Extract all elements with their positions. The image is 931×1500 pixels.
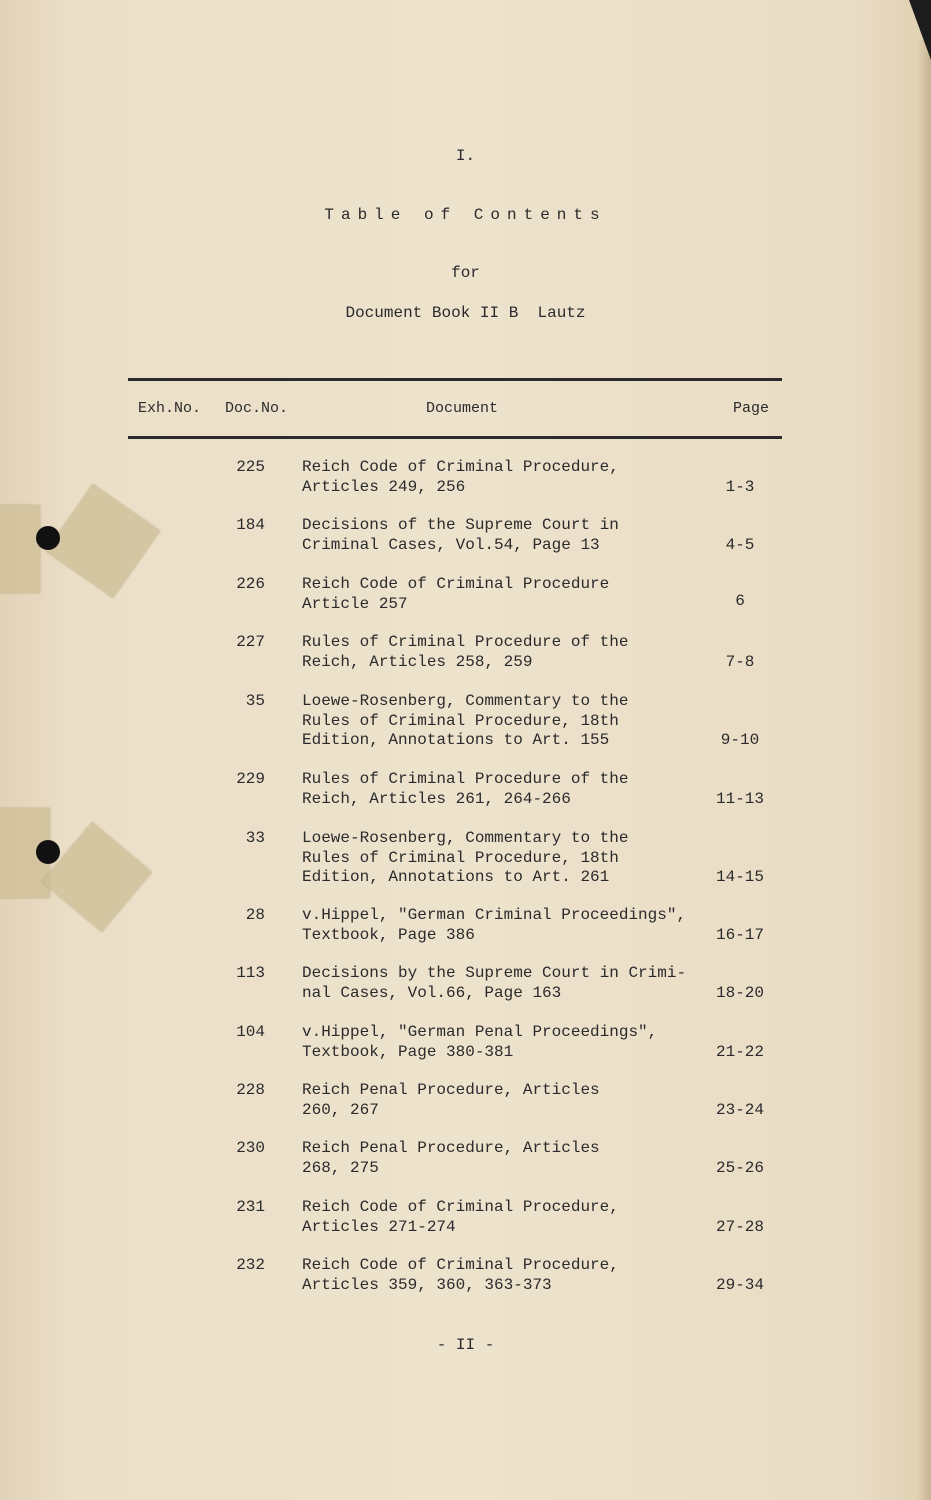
document-title: Reich Code of Criminal Procedure Article 257 <box>302 575 610 613</box>
paper-edge-shadow <box>917 40 931 1500</box>
doc-number: 113 <box>236 964 265 982</box>
punch-hole-bottom <box>36 840 60 864</box>
roman-numeral: I. <box>455 147 476 165</box>
doc-number: 231 <box>236 1198 265 1216</box>
document-title: Decisions by the Supreme Court in Crimi- nal Cases, Vol.66, Page 163 <box>302 964 687 1002</box>
document-title: v.Hippel, "German Criminal Proceedings", Textbook, Page 386 <box>302 906 687 944</box>
page-range: 7-8 <box>725 652 755 671</box>
page-range: 23-24 <box>715 1100 764 1119</box>
column-header-page: Page <box>733 400 770 417</box>
table-top-rule <box>128 378 782 381</box>
doc-number: 184 <box>236 516 265 534</box>
page-footer-number: - II - <box>436 1336 495 1354</box>
page-range: 27-28 <box>715 1217 764 1236</box>
page-range: 6 <box>735 592 745 610</box>
document-title: Reich Code of Criminal Procedure, Articles 271-274 <box>302 1198 619 1236</box>
doc-number: 227 <box>236 633 265 651</box>
document-title: Decisions of the Supreme Court in Criminal Cases, Vol.54, Page 13 <box>302 516 619 554</box>
page-range: 4-5 <box>725 535 755 554</box>
doc-number: 228 <box>236 1081 265 1099</box>
column-header-document: Document <box>426 400 499 417</box>
doc-number: 230 <box>236 1139 265 1157</box>
document-title: Loewe-Rosenberg, Commentary to the Rules of Criminal Procedure, 18th Edition, Annotations to Art. 261 <box>302 829 629 886</box>
document-book-subtitle: Document Book II B Lautz <box>345 304 586 322</box>
page-range: 14-15 <box>715 868 764 886</box>
table-header-rule <box>128 436 782 439</box>
page-range: 1-3 <box>725 477 755 496</box>
doc-number: 229 <box>236 770 265 788</box>
document-title: Reich Code of Criminal Procedure, Articles 249, 256 <box>302 458 619 496</box>
page-range: 9-10 <box>720 731 760 749</box>
torn-corner <box>909 0 931 60</box>
document-title: Rules of Criminal Procedure of the Reich, Articles 261, 264-266 <box>302 770 629 808</box>
page-range: 29-34 <box>715 1275 764 1294</box>
tape-strip-top-a <box>0 505 40 593</box>
page-title: Table of Contents <box>324 206 607 224</box>
document-title: Reich Penal Procedure, Articles 268, 275 <box>302 1139 600 1177</box>
document-title: Rules of Criminal Procedure of the Reich, Articles 258, 259 <box>302 633 629 671</box>
page-range: 25-26 <box>715 1158 764 1177</box>
doc-number: 33 <box>245 829 265 847</box>
column-header-exh-no: Exh.No. <box>138 400 202 417</box>
punch-hole-top <box>36 526 60 550</box>
document-title: v.Hippel, "German Penal Proceedings", Textbook, Page 380-381 <box>302 1023 658 1061</box>
column-header-doc-no: Doc.No. <box>225 400 289 417</box>
for-label: for <box>451 264 480 282</box>
doc-number: 35 <box>245 692 265 710</box>
doc-number: 104 <box>236 1023 265 1041</box>
page-range: 16-17 <box>715 925 764 944</box>
document-title: Loewe-Rosenberg, Commentary to the Rules of Criminal Procedure, 18th Edition, Annotations to Art. 155 <box>302 692 629 749</box>
page-range: 21-22 <box>715 1042 764 1061</box>
page-range: 18-20 <box>715 983 764 1002</box>
page-range: 11-13 <box>715 789 764 808</box>
doc-number: 225 <box>236 458 265 476</box>
document-title: Reich Code of Criminal Procedure, Articles 359, 360, 363-373 <box>302 1256 619 1294</box>
document-title: Reich Penal Procedure, Articles 260, 267 <box>302 1081 600 1119</box>
doc-number: 226 <box>236 575 265 593</box>
doc-number: 232 <box>236 1256 265 1274</box>
doc-number: 28 <box>245 906 265 924</box>
